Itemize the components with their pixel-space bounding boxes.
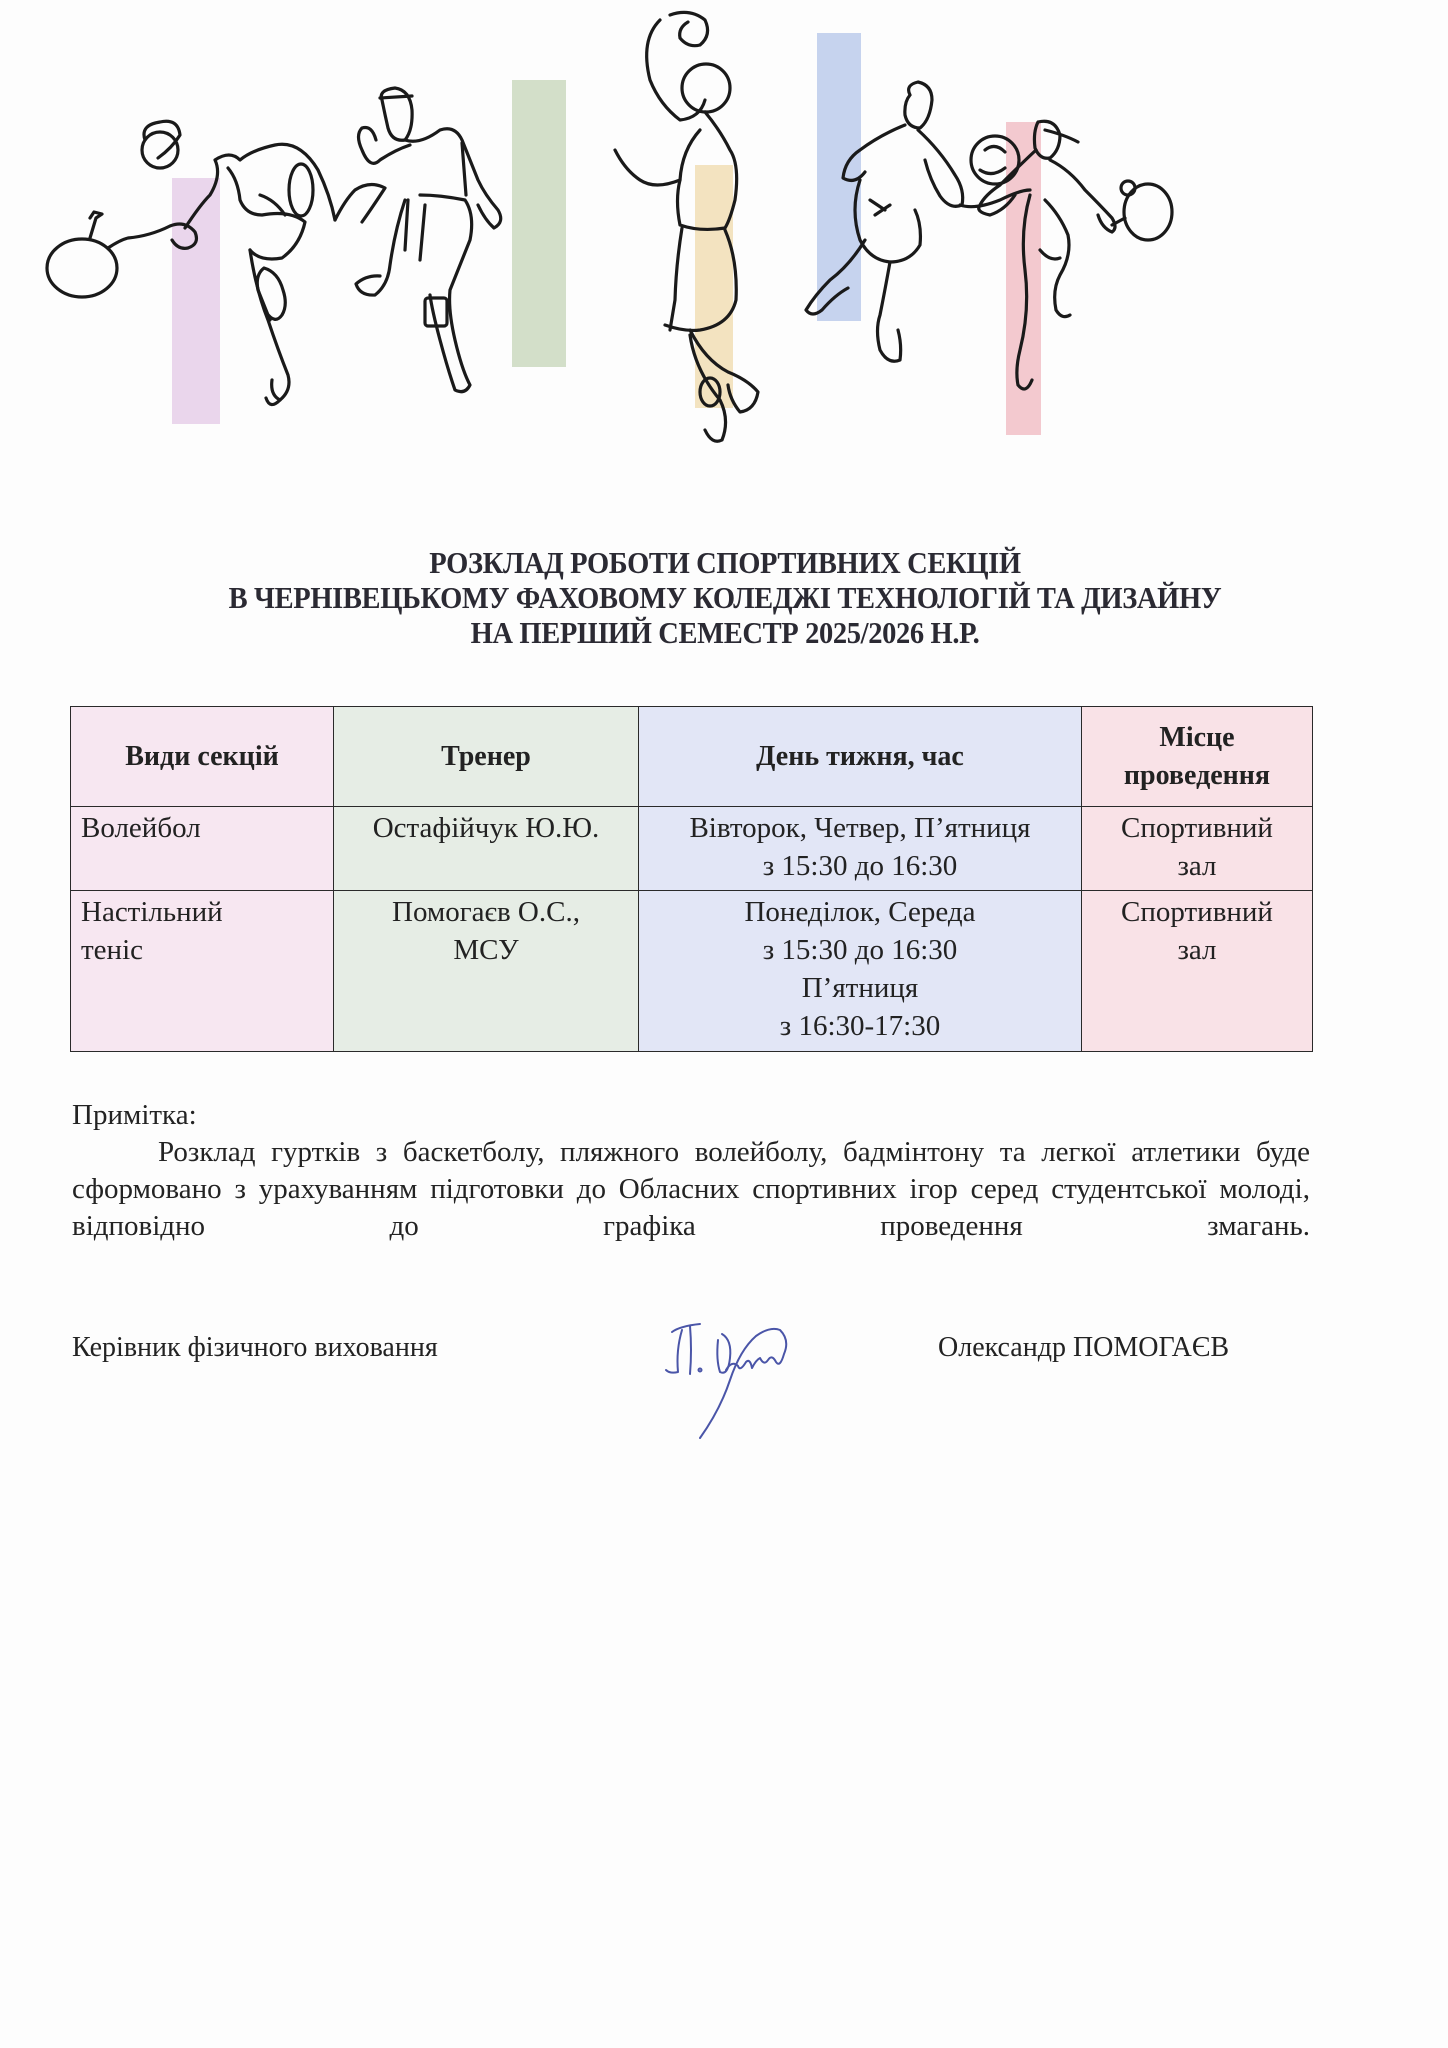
cell-line: Понеділок, Середа	[744, 896, 976, 928]
cell-line: Настільний	[81, 896, 223, 928]
athletes-line-art	[0, 0, 1448, 460]
blue-bar	[817, 33, 861, 321]
volleyball-player-figure	[615, 12, 758, 441]
cell-line: Остафійчук Ю.Ю.	[372, 812, 600, 844]
cell-section	[71, 891, 334, 1052]
cell-line: зал	[1177, 850, 1217, 882]
page-title	[122, 545, 1327, 650]
header-coach: Тренер	[334, 707, 639, 807]
table-header-row	[71, 707, 1313, 807]
cell-line: МСУ	[453, 934, 519, 966]
hockey-player-figure	[356, 88, 501, 392]
cell-venue	[1082, 891, 1313, 1052]
cell-line: Спортивний	[1121, 896, 1273, 928]
cell-line: Помогаєв О.С.,	[392, 896, 580, 928]
cell-coach	[334, 807, 639, 891]
header-day-time: День тижня, час	[639, 707, 1082, 807]
note-text: Розклад гуртків з баскетболу, пляжного волейболу, бадмінтону та легкої атлетики буде сформовано з урахуванням підготовки до Обласних спортивних ігор серед студентської молоді, відповідно до графіка проведення змагань.	[72, 1136, 1310, 1242]
title-line-3: НА ПЕРШИЙ СЕМЕСТР 2025/2026 Н.Р.	[470, 615, 980, 650]
header-venue	[1082, 707, 1313, 807]
cell-line: з 16:30-17:30	[779, 1010, 941, 1042]
header-venue-line-1: Місце	[1159, 721, 1235, 753]
signatory-role: Керівник фізичного виховання	[72, 1332, 438, 1363]
green-bar	[512, 80, 566, 367]
title-line-2: В ЧЕРНІВЕЦЬКОМУ ФАХОВОМУ КОЛЕДЖІ ТЕХНОЛОГІЙ ТА ДИЗАЙНУ	[228, 580, 1222, 615]
cell-line: П’ятниця	[801, 972, 919, 1004]
note-label: Примітка:	[72, 1099, 197, 1131]
cell-line: Волейбол	[81, 812, 201, 844]
signatory-name: Олександр ПОМОГАЄВ	[938, 1332, 1230, 1363]
purple-bar	[172, 178, 220, 424]
cell-line: з 15:30 до 16:30	[762, 850, 958, 882]
cell-line: теніс	[81, 934, 143, 966]
title-line-1: РОЗКЛАД РОБОТИ СПОРТИВНИХ СЕКЦІЙ	[429, 545, 1021, 580]
table-row	[71, 891, 1313, 1052]
table-row	[71, 807, 1313, 891]
sports-illustration	[0, 0, 1448, 460]
signature-icon	[660, 1310, 840, 1450]
cell-coach	[334, 891, 639, 1052]
header-sections: Види секцій	[71, 707, 334, 807]
cell-line: Вівторок, Четвер, П’ятниця	[689, 812, 1031, 844]
cell-venue	[1082, 807, 1313, 891]
handwritten-signature	[660, 1310, 840, 1450]
cell-line: Спортивний	[1121, 812, 1273, 844]
cell-line: зал	[1177, 934, 1217, 966]
cell-line: з 15:30 до 16:30	[762, 934, 958, 966]
cell-schedule	[639, 891, 1082, 1052]
cell-schedule	[639, 807, 1082, 891]
cell-section	[71, 807, 334, 891]
header-venue-line-2: проведення	[1123, 759, 1271, 791]
schedule-table	[70, 706, 1313, 1052]
